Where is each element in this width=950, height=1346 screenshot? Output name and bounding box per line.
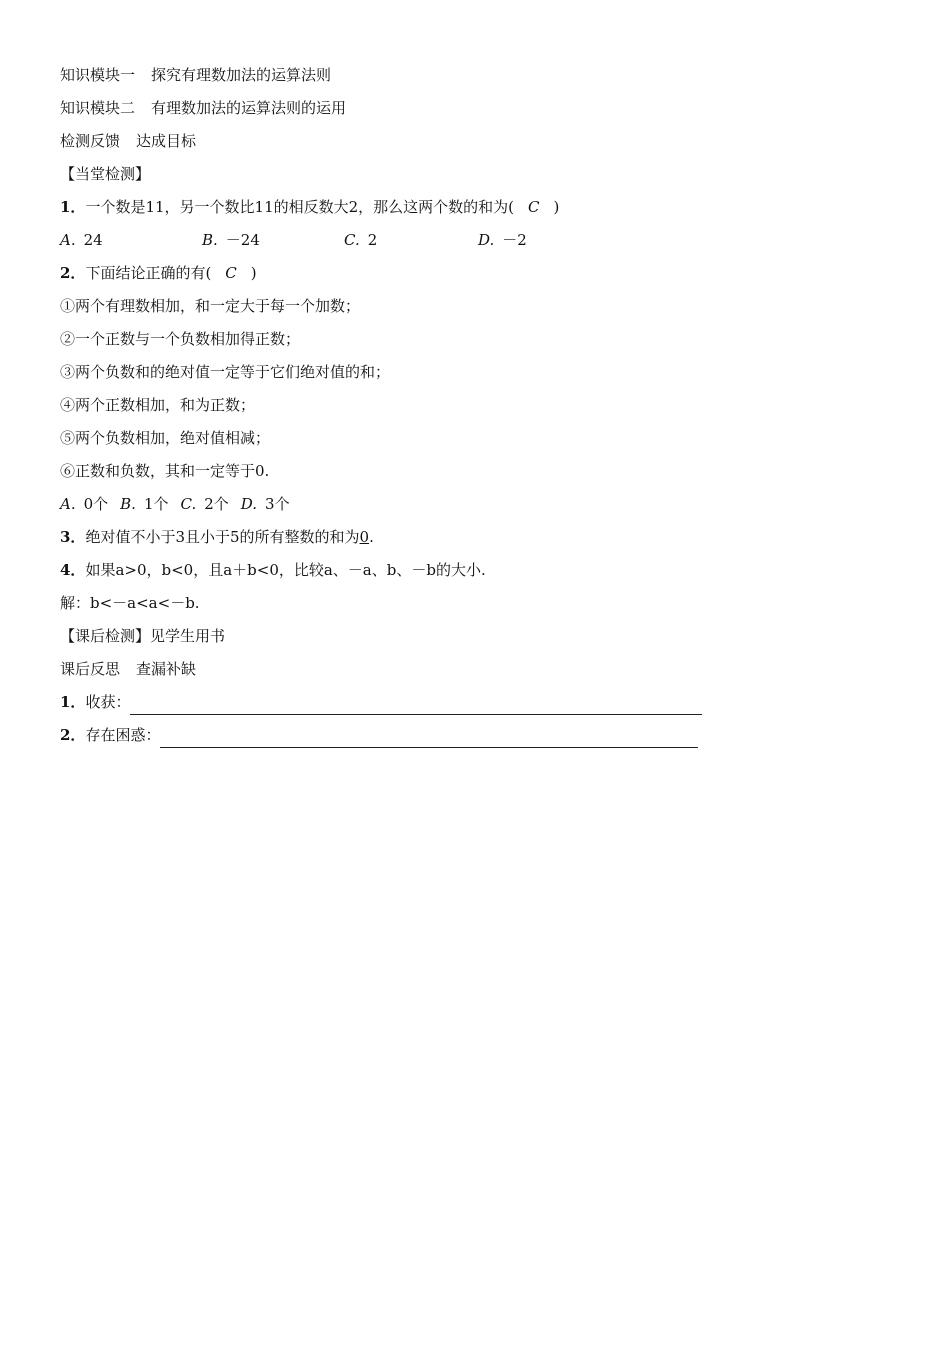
- class-check-heading: [60, 161, 900, 194]
- reflection-item-label: 收获：: [85, 693, 131, 711]
- q2-text: 下面结论正确的有(: [85, 264, 212, 282]
- q2-option-d: D. 3个: [240, 495, 290, 513]
- module1-title: 探究有理数加法的运算法则: [151, 66, 332, 84]
- reflection-item-number: 2．: [60, 726, 86, 744]
- reflection-item-number: 1．: [60, 693, 86, 711]
- q3-answer: 0: [359, 528, 370, 546]
- q1-option-a: A. 24: [60, 231, 103, 249]
- q1-answer: C: [528, 198, 540, 216]
- class-check-heading-text: 【当堂检测】: [60, 165, 151, 183]
- q4-number: 4．: [60, 561, 86, 579]
- q1-option-c: C. 2: [344, 231, 378, 249]
- doubts-answer-line[interactable]: [160, 729, 698, 748]
- q1-close: ): [553, 198, 560, 216]
- q2-statement: ①两个有理数相加，和一定大于每一个加数；: [60, 297, 361, 315]
- module2-title: 有理数加法的运算法则的运用: [151, 99, 347, 117]
- q2-close: ): [250, 264, 257, 282]
- q1-text: 一个数是11，另一个数比11的相反数大2，那么这两个数的和为(: [85, 198, 515, 216]
- q2-statement: ⑥正数和负数，其和一定等于0.: [60, 462, 270, 480]
- q3-number: 3．: [60, 528, 86, 546]
- q1-stem: [60, 194, 900, 227]
- q2-stem: [60, 260, 900, 293]
- q3-end: .: [369, 528, 374, 546]
- q1-option-d: D. －2: [478, 231, 527, 249]
- reflection-line: [60, 656, 900, 689]
- q2-statement: ④两个正数相加，和为正数；: [60, 396, 256, 414]
- after-class-line: [60, 623, 900, 656]
- q2-option-b: B. 1个: [120, 495, 169, 513]
- module1-label: 知识模块一: [60, 66, 136, 84]
- module1-line: [60, 62, 900, 95]
- q4-text: 如果a>0，b<0，且a＋b<0，比较a、－a、b、－b的大小.: [85, 561, 486, 579]
- q1-number: 1．: [60, 198, 86, 216]
- q1-options: [60, 227, 900, 260]
- q4-line: [60, 557, 900, 590]
- q2-statement: ⑤两个负数相加，绝对值相减；: [60, 429, 271, 447]
- q1-option-b: B. －24: [202, 231, 260, 249]
- feedback-label: 检测反馈: [60, 132, 121, 150]
- q4-solution: 解：b<－a<a<－b.: [60, 594, 200, 612]
- q2-statement: ②一个正数与一个负数相加得正数；: [60, 330, 301, 348]
- feedback-line: [60, 128, 900, 161]
- reflection-item-gains: [60, 689, 900, 722]
- q3-text: 绝对值不小于3且小于5的所有整数的和为: [85, 528, 360, 546]
- q2-option-c: C. 2个: [180, 495, 229, 513]
- module2-label: 知识模块二: [60, 99, 136, 117]
- reflection-label: 课后反思: [60, 660, 121, 678]
- q2-answer: C: [225, 264, 237, 282]
- q2-number: 2．: [60, 264, 86, 282]
- module2-line: [60, 95, 900, 128]
- q2-option-a: A. 0个: [60, 495, 109, 513]
- q3-line: [60, 524, 900, 557]
- after-class-text: 见学生用书: [150, 627, 226, 645]
- reflection-item-doubts: [60, 722, 900, 755]
- feedback-title: 达成目标: [136, 132, 197, 150]
- document-page: [60, 62, 900, 755]
- gains-answer-line[interactable]: [130, 696, 702, 715]
- reflection-title: 查漏补缺: [136, 660, 197, 678]
- reflection-item-label: 存在困惑：: [85, 726, 161, 744]
- q2-statement: ③两个负数和的绝对值一定等于它们绝对值的和；: [60, 363, 391, 381]
- q2-options: [60, 491, 900, 524]
- after-class-heading: 【课后检测】: [60, 627, 151, 645]
